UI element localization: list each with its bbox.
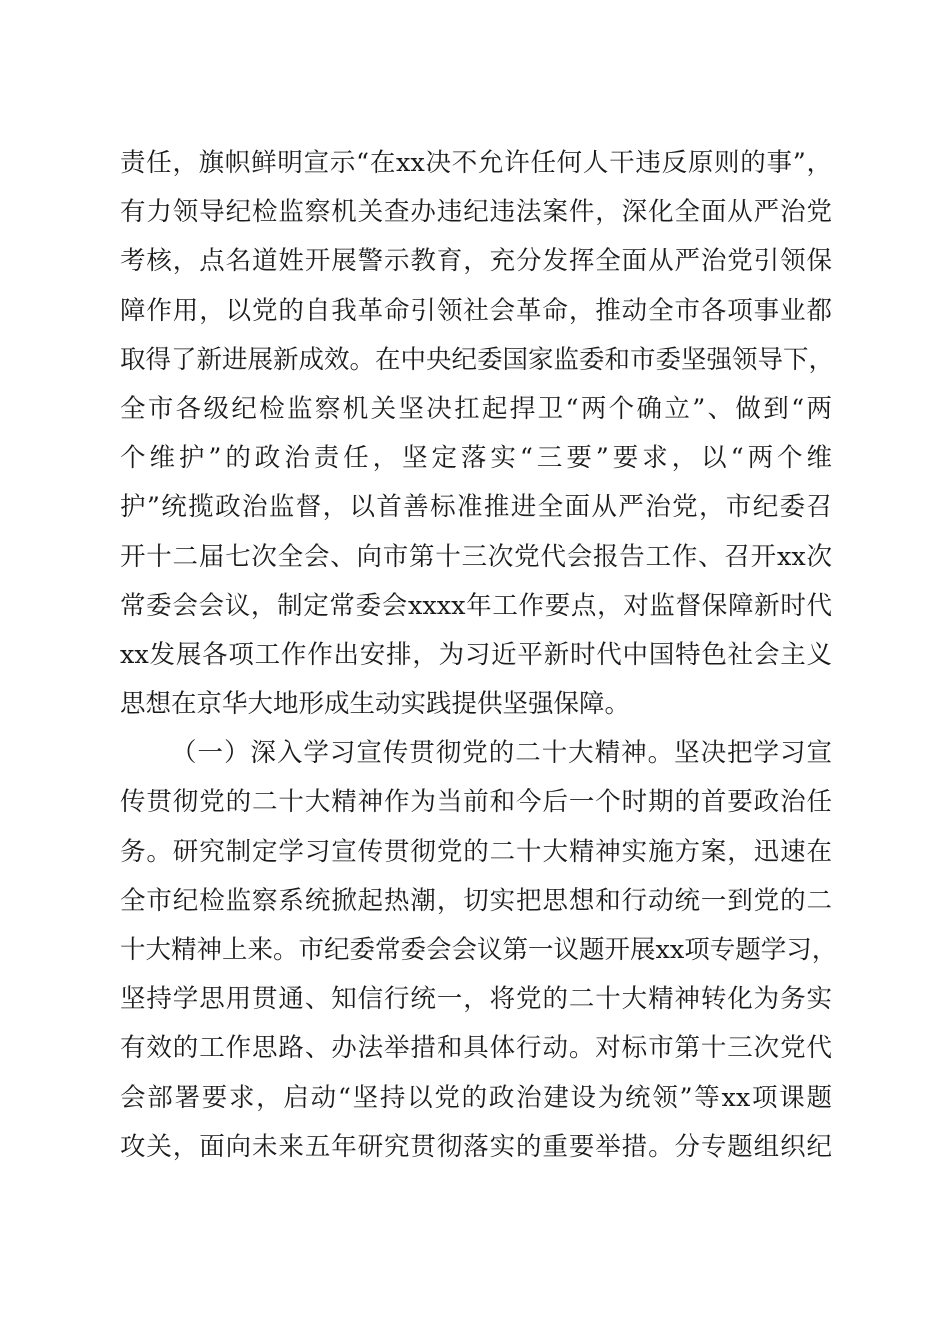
text-line: 开十二届七次全会、向市第十三次党代会报告工作、召开xx次: [120, 541, 832, 572]
text-line: 考核，点名道姓开展警示教育，充分发挥全面从严治党引领保: [120, 246, 832, 277]
text-line: 传贯彻党的二十大精神作为当前和今后一个时期的首要政治任: [120, 787, 832, 818]
text-line: 会部署要求，启动“坚持以党的政治建设为统领”等xx项课题: [120, 1082, 832, 1113]
text-line: 有效的工作思路、办法举措和具体行动。对标市第十三次党代: [120, 1033, 832, 1064]
text-line: 常委会会议，制定常委会xxxx年工作要点，对监督保障新时代: [120, 590, 832, 621]
text-line: 全市各级纪检监察机关坚决扛起捍卫“两个确立”、做到“两: [120, 393, 832, 424]
text-line: 十大精神上来。市纪委常委会会议第一议题开展xx项专题学习，: [120, 935, 838, 965]
paragraph-2: [120, 729, 838, 1172]
paragraph-1: [120, 139, 835, 729]
text-line: 责任，旗帜鲜明宣示“在xx决不允许任何人干违反原则的事”，: [120, 148, 832, 178]
text-line: 攻关，面向未来五年研究贯彻落实的重要举措。分专题组织纪: [120, 1131, 832, 1162]
text-line: 全市纪检监察系统掀起热潮，切实把思想和行动统一到党的二: [120, 885, 832, 916]
text-line: 障作用，以党的自我革命引领社会革命，推动全市各项事业都: [120, 295, 832, 326]
text-line: 有力领导纪检监察机关查办违纪违法案件，深化全面从严治党: [120, 197, 832, 228]
text-line: 坚持学思用贯通、知信行统一，将党的二十大精神转化为务实: [120, 984, 832, 1015]
text-line: 护”统揽政治监督，以首善标准推进全面从严治党，市纪委召: [120, 492, 832, 523]
text-line: 个维护”的政治责任，坚定落实“三要”要求，以“两个维: [120, 443, 832, 474]
text-line: 思想在京华大地形成生动实践提供坚强保障。: [120, 689, 631, 720]
text-line: （一）深入学习宣传贯彻党的二十大精神。坚决把学习宣: [171, 738, 832, 769]
body-text: [120, 139, 838, 1172]
text-line: 务。研究制定学习宣传贯彻党的二十大精神实施方案，迅速在: [120, 836, 832, 867]
text-line: 取得了新进展新成效。在中央纪委国家监委和市委坚强领导下，: [120, 344, 835, 375]
text-line: xx发展各项工作作出安排，为习近平新时代中国特色社会主义: [120, 639, 832, 670]
